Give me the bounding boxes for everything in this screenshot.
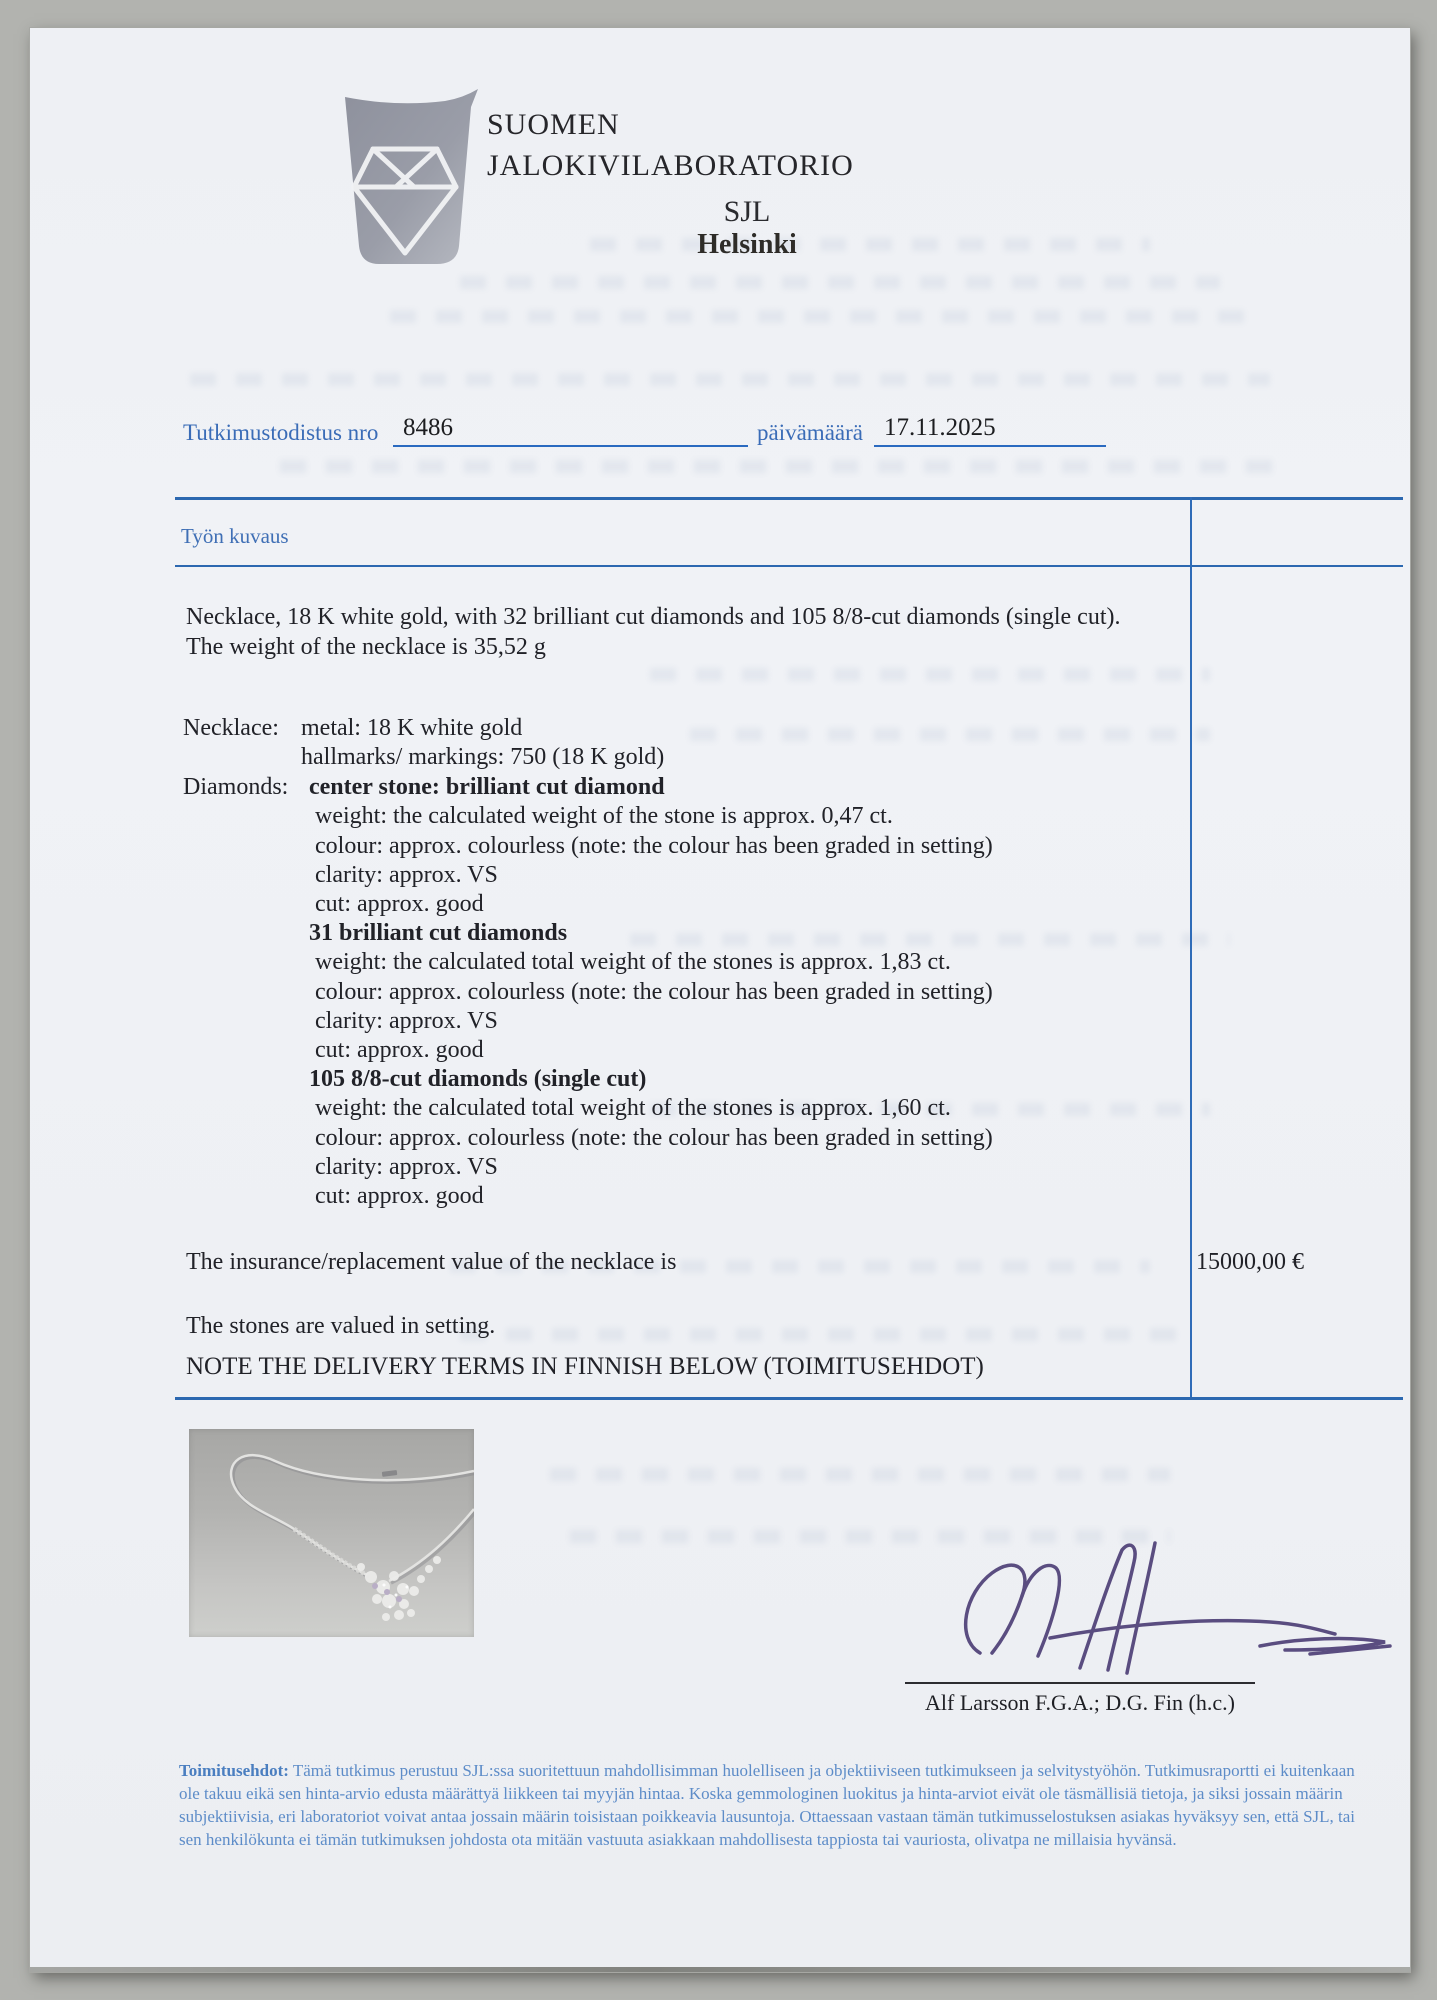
summary-line-2: The weight of the necklace is 35,52 g	[186, 634, 546, 660]
bleed-through-texture	[690, 728, 1210, 741]
sjl-logo	[325, 85, 480, 268]
bleed-through-texture	[280, 460, 1280, 473]
value-column-divider	[1190, 497, 1192, 1399]
org-abbreviation: SJL	[723, 195, 771, 228]
necklace-hallmarks: hallmarks/ markings: 750 (18 K gold)	[301, 744, 665, 770]
group-3-colour: colour: approx. colourless (note: the colour has been graded in setting)	[315, 1125, 993, 1151]
report-number-label: Tutkimustodistus nro	[183, 420, 379, 445]
certificate-paper	[30, 28, 1410, 1972]
group-2-weight: weight: the calculated total weight of the stones is approx. 1,83 ct.	[315, 949, 951, 975]
bleed-through-texture	[650, 668, 1210, 681]
group-2-colour: colour: approx. colourless (note: the colour has been graded in setting)	[315, 979, 993, 1005]
delivery-terms-note: NOTE THE DELIVERY TERMS IN FINNISH BELOW (TOIMITUSEHDOT)	[186, 1353, 984, 1380]
bleed-through-texture	[190, 373, 1270, 386]
bleed-through-texture	[460, 276, 1220, 289]
date-label: päivämäärä	[757, 420, 863, 445]
bleed-through-texture	[550, 1468, 1170, 1481]
group-2-cut: cut: approx. good	[315, 1037, 484, 1063]
signature-ink	[930, 1538, 1410, 1688]
diamond-icon	[325, 85, 480, 268]
bleed-through-texture	[630, 933, 1230, 946]
date-value: 17.11.2025	[874, 414, 1106, 447]
org-city: Helsinki	[697, 229, 797, 260]
group-1-weight: weight: the calculated weight of the stone is approx. 0,47 ct.	[315, 803, 893, 829]
setting-note: The stones are valued in setting.	[186, 1313, 496, 1339]
section-top-divider	[175, 497, 1403, 500]
terms-paragraph	[179, 1759, 1371, 1851]
group-3-cut: cut: approx. good	[315, 1183, 484, 1209]
insurance-value-label: The insurance/replacement value of the necklace is	[186, 1249, 677, 1275]
group-3-heading: 105 8/8-cut diamonds (single cut)	[309, 1066, 647, 1092]
group-1-colour: colour: approx. colourless (note: the colour has been graded in setting)	[315, 833, 993, 859]
section-mid-divider	[175, 565, 1403, 567]
group-1-heading: center stone: brilliant cut diamond	[309, 774, 665, 800]
bleed-through-texture	[390, 310, 1250, 323]
insurance-value: 15000,00 €	[1196, 1249, 1304, 1275]
terms-label: Toimitusehdot:	[179, 1761, 289, 1780]
terms-text: Tämä tutkimus perustuu SJL:ssa suoritettuun mahdollisimman huolelliseen ja objektiiviseen tutkimukseen ja selvitystyöhön. Tutkimusraportti ei kuitenkaan ole takuu eikä sen hinta-arvio edusta määrättyä liikkeen tai myyjän hintaa. Koska gemmologinen luokitus ja hinta-arviot eivät ole täsmällisiä tietoja, ja siksi jossain määrin subjektiivisia, eri laboratoriot voivat antaa jossain määrin toisistaan poikkeavia lausuntoja. Ottaessaan vastaan tämän tutkimusselostuksen asiakas hyväksyy sen, että SJL, tai sen henkilökunta ei tämän tutkimuksen johdosta ota mitään vastuuta asiakkaan mahdollisesta tappiosta tai vauriosta, olivatpa ne millaisia hyvänsä.	[179, 1761, 1356, 1849]
org-name	[487, 104, 854, 186]
section-bottom-divider	[175, 1397, 1403, 1400]
necklace-image	[189, 1429, 474, 1637]
group-1-clarity: clarity: approx. VS	[315, 862, 498, 888]
necklace-label: Necklace:	[183, 715, 279, 741]
group-3-clarity: clarity: approx. VS	[315, 1154, 498, 1180]
summary-line-1: Necklace, 18 K white gold, with 32 brilliant cut diamonds and 105 8/8-cut diamonds (single cut).	[186, 604, 1121, 630]
signatory-name: Alf Larsson F.G.A.; D.G. Fin (h.c.)	[925, 1690, 1235, 1715]
group-2-clarity: clarity: approx. VS	[315, 1008, 498, 1034]
report-number-value: 8486	[393, 414, 748, 447]
group-2-heading: 31 brilliant cut diamonds	[309, 920, 568, 946]
work-description-label: Työn kuvaus	[181, 524, 289, 548]
necklace-metal: metal: 18 K white gold	[301, 715, 523, 741]
org-name-line2: JALOKIVILABORATORIO	[487, 149, 854, 182]
signature-line	[905, 1682, 1255, 1684]
org-name-line1: SUOMEN	[487, 108, 620, 141]
diamonds-label: Diamonds:	[183, 774, 289, 800]
group-3-weight: weight: the calculated total weight of the stones is approx. 1,60 ct.	[315, 1095, 951, 1121]
group-1-cut: cut: approx. good	[315, 891, 484, 917]
bleed-through-texture	[460, 1328, 1180, 1341]
necklace-photo	[189, 1429, 474, 1637]
